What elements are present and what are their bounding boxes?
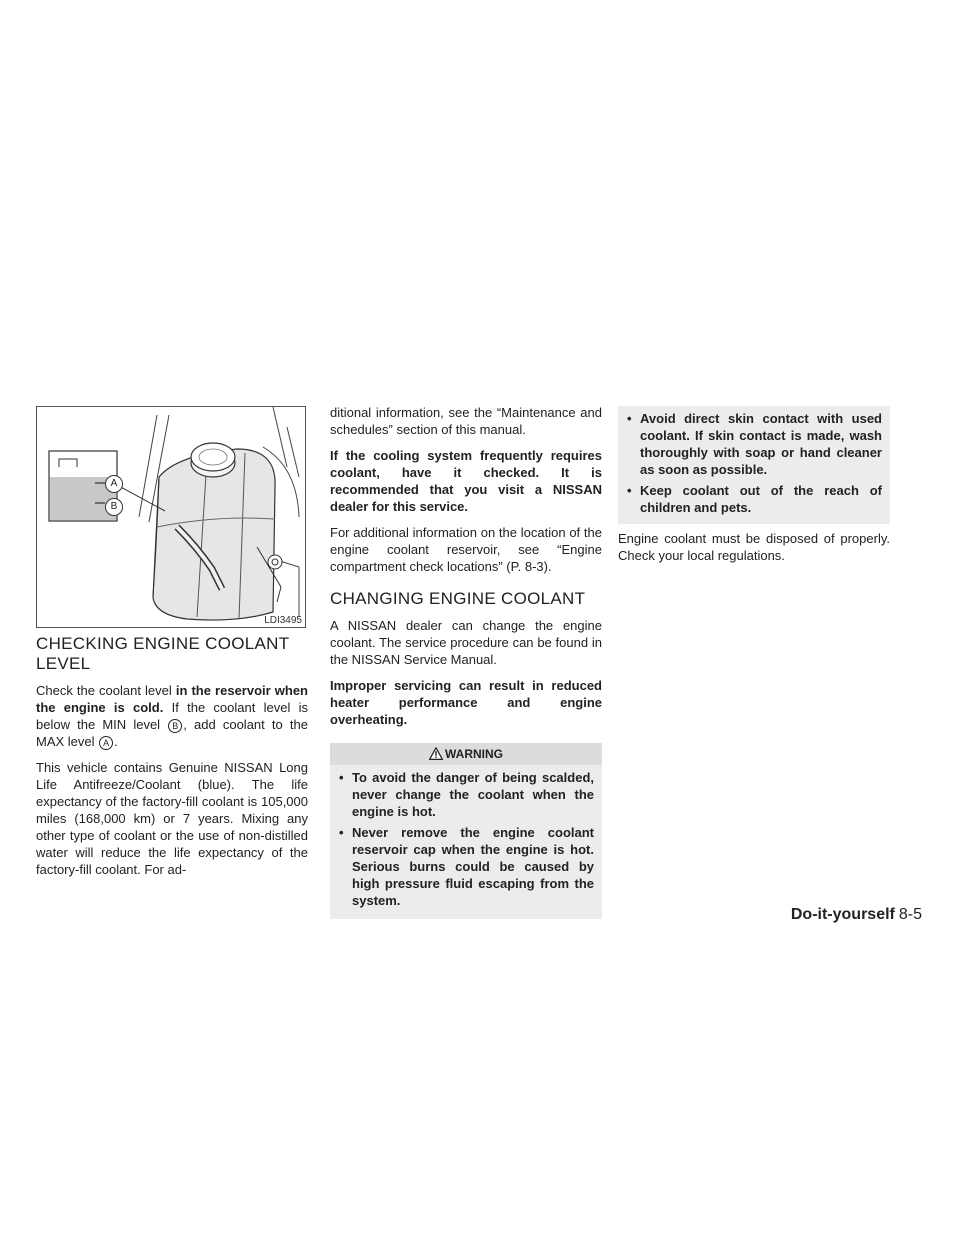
text: If the coolant level is below the MIN level [36, 700, 308, 732]
warning-list [338, 769, 594, 909]
warning-header [330, 743, 602, 765]
label-b-marker: B [105, 498, 123, 516]
list-item: • Keep coolant out of the reach of children and pets. [626, 482, 882, 516]
figure-code: LDI3495 [264, 615, 302, 626]
warning-triangle-icon [429, 747, 443, 760]
text: , add coolant to the MAX level [36, 717, 308, 749]
circle-a-marker: A [99, 736, 113, 750]
list-item: • Never remove the engine coolant reservoir cap when the engine is hot. Serious burns could be caused by high pressure fluid escaping from the system. [338, 824, 594, 909]
coolant-reservoir-illustration [36, 406, 306, 628]
paragraph-dealer-change: A NISSAN dealer can change the engine coolant. The service procedure can be found in the NISSAN Service Manual. [330, 618, 602, 667]
paragraph-additional-info: ditional information, see the “Maintenance and schedules” section of this manual. [330, 405, 602, 437]
section-heading-checking-coolant: CHECKING ENGINE COOLANT LEVEL [36, 634, 290, 673]
circle-b-marker: B [168, 719, 182, 733]
bold-text: Improper servicing can result in reduced heater performance and engine overheating. [330, 678, 602, 727]
column-3 [618, 406, 890, 573]
page-footer [791, 906, 922, 924]
paragraph-genuine-coolant: This vehicle contains Genuine NISSAN Long Life Antifreeze/Coolant (blue). The life expectancy of the factory-fill coolant is 105,000 miles (168,000 km) or 7 years. Mixing any other type of coolant or the use of non-distilled water will reduce the life expectancy of the factory-fill coolant. For ad- [36, 760, 308, 877]
list-item: • To avoid the danger of being scalded, never change the coolant when the engine is hot. [338, 769, 594, 820]
paragraph-disposal: Engine coolant must be disposed of properly. Check your local regulations. [618, 531, 890, 563]
paragraph-improper-servicing [330, 677, 602, 728]
column-2 [330, 404, 602, 919]
bold-text: If the cooling system frequently requires coolant, have it checked. It is recommended that you visit a NISSAN dealer for this service. [330, 448, 602, 514]
warning-continuation-box [618, 406, 890, 524]
warning-title: WARNING [445, 747, 503, 761]
column-1 [36, 634, 308, 887]
page-number: 8-5 [898, 906, 922, 923]
label-a-marker: A [105, 475, 123, 493]
text: Check the coolant level [36, 683, 176, 698]
paragraph-check-level [36, 682, 308, 750]
section-heading-changing-coolant: CHANGING ENGINE COOLANT [330, 589, 586, 608]
list-item: • Avoid direct skin contact with used coolant. If skin contact is made, wash thoroughly with soap or hand cleaner as soon as possible. [626, 410, 882, 478]
paragraph-frequent-coolant [330, 447, 602, 515]
warning-list-continued [626, 410, 882, 516]
warning-box [330, 765, 602, 919]
reservoir-drawing [37, 407, 305, 627]
paragraph-reservoir-location: For additional information on the location of the engine coolant reservoir, see “Engine compartment check locations” (P. 8-3). [330, 525, 602, 574]
bold-text: in the reservoir when the engine is cold. [36, 683, 308, 715]
footer-section-name: Do-it-yourself [790, 906, 895, 923]
text: . [114, 734, 118, 749]
